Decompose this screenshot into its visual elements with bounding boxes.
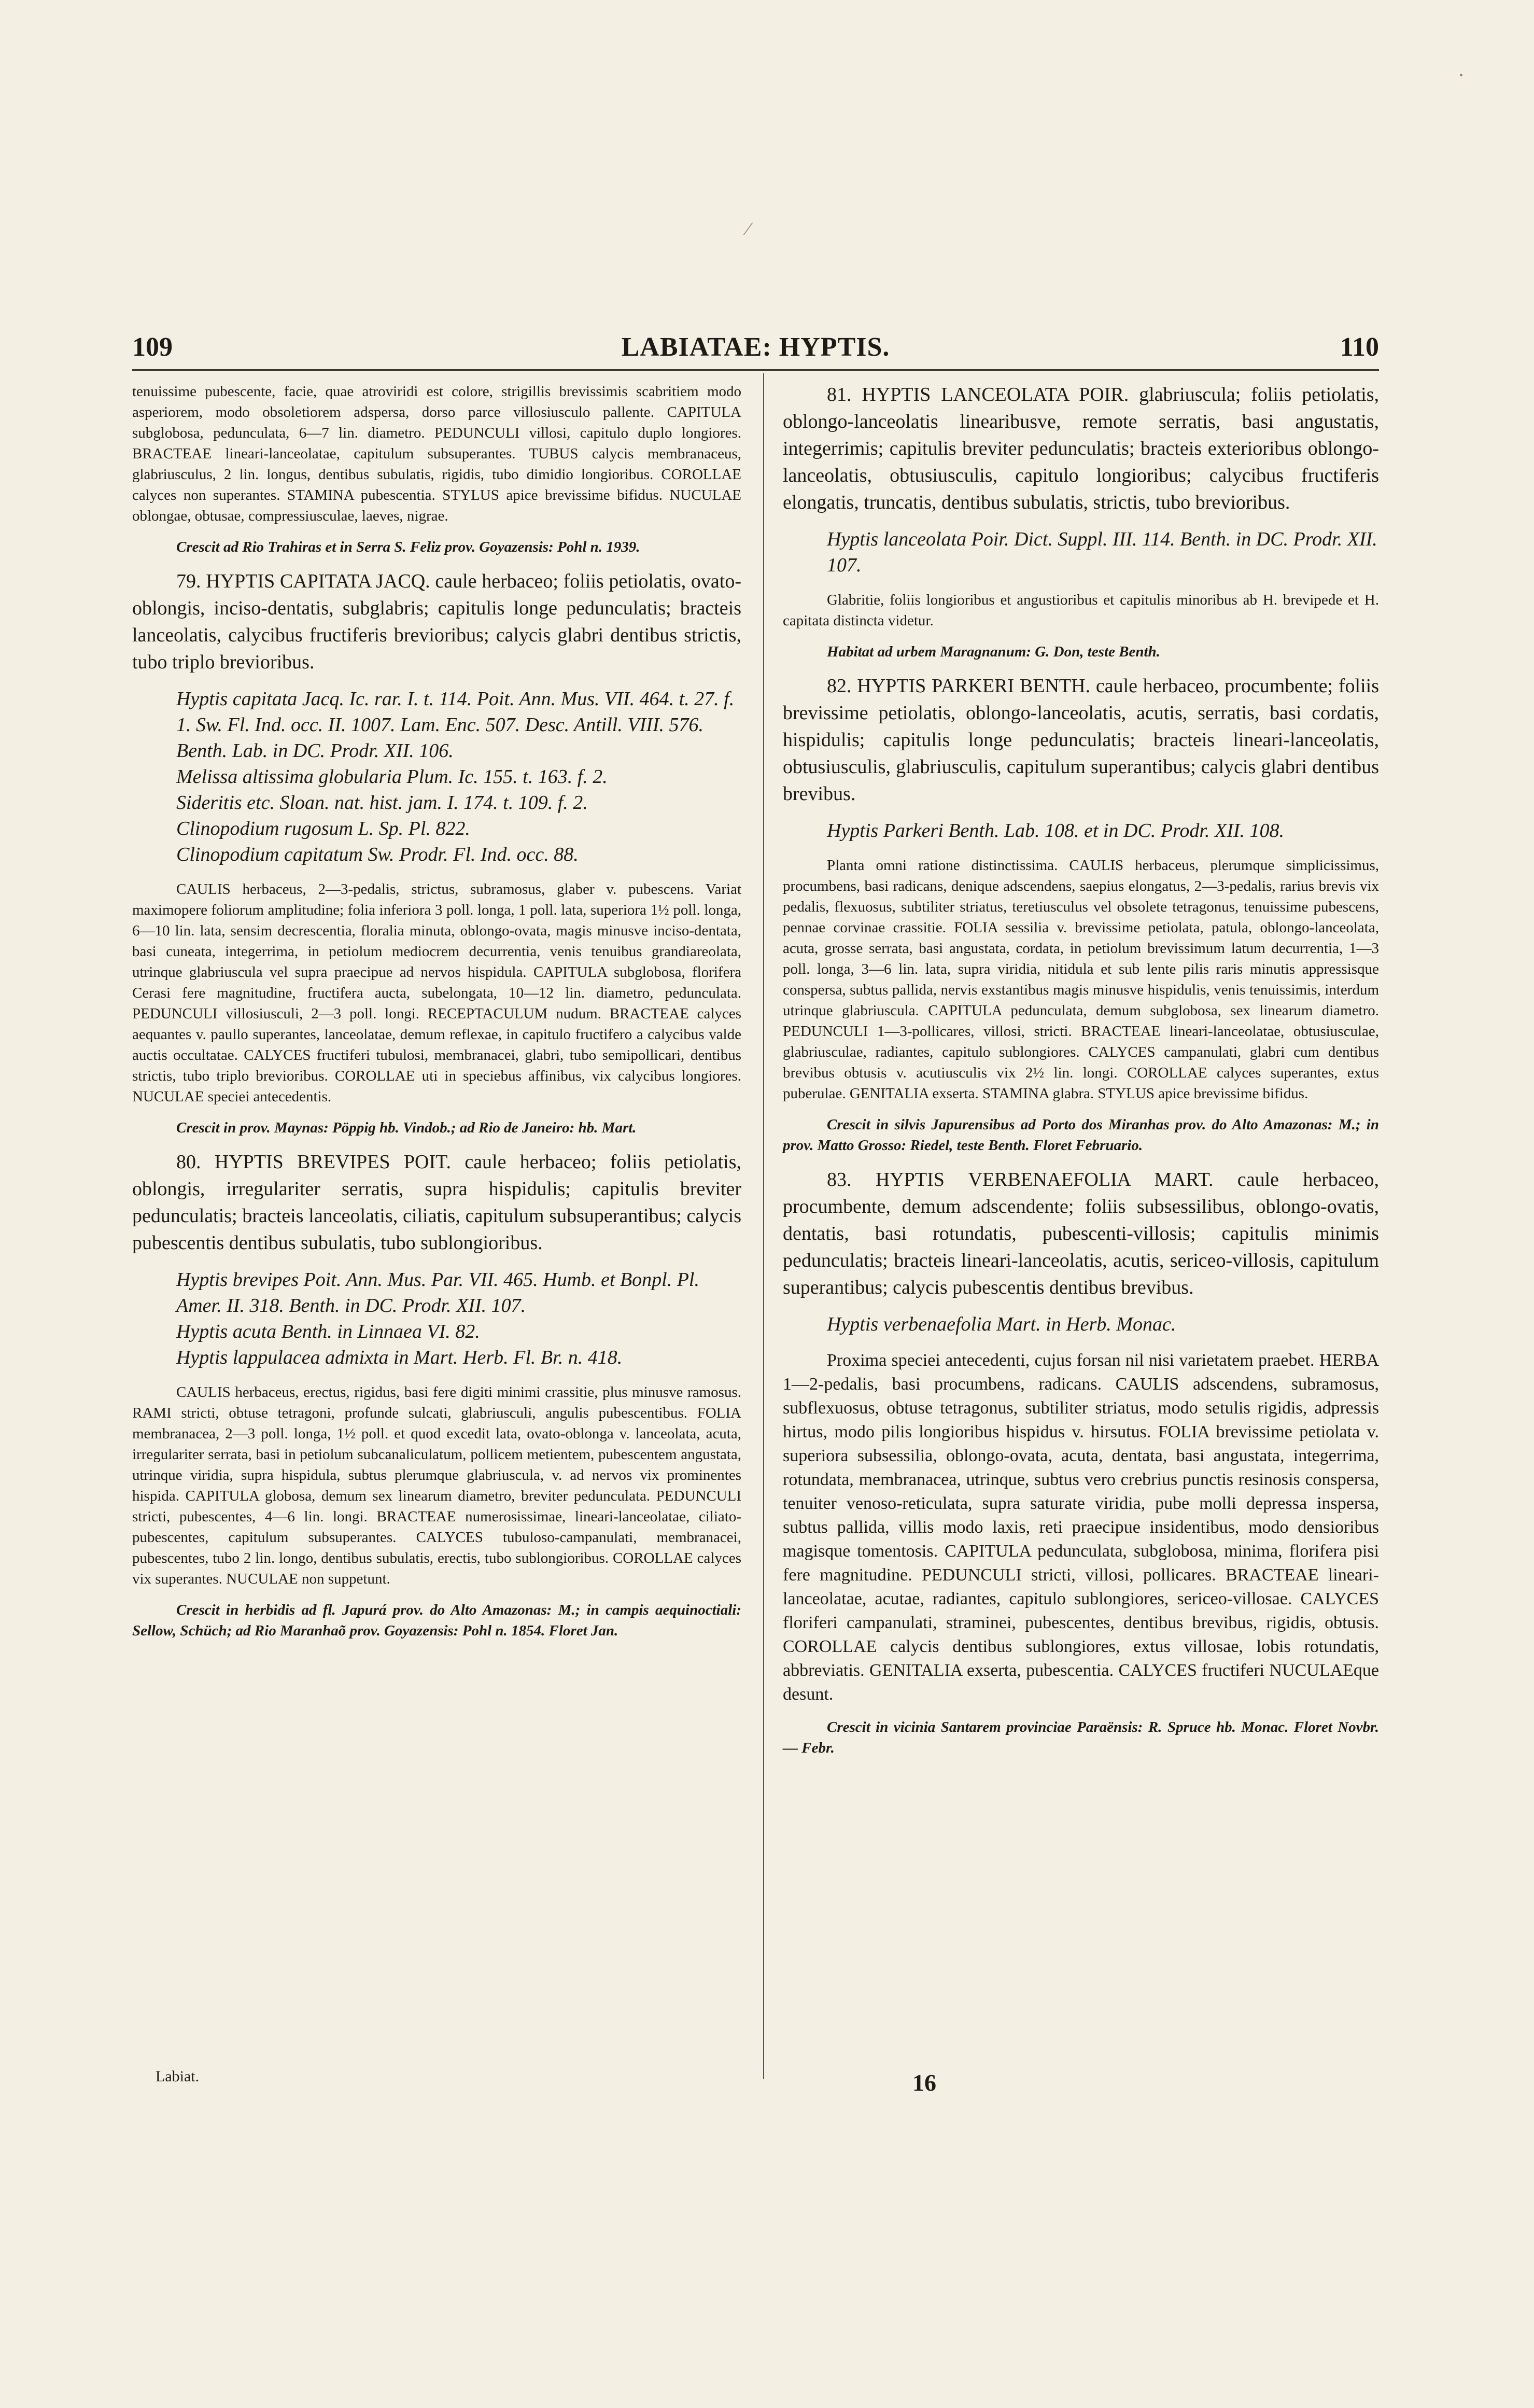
synonym: Hyptis brevipes Poit. Ann. Mus. Par. VII. 465. Humb. et Bonpl. Pl. Amer. II. 318. Benth. in DC. Prodr. XII. 107. xyxy=(176,1269,699,1317)
synonym: Clinopodium capitatum Sw. Prodr. Fl. Ind. occ. 88. xyxy=(176,844,579,865)
species-81-synonyms xyxy=(783,526,1379,578)
species-79-habitat: Crescit in prov. Maynas: Pöppig hb. Vindob.; ad Rio de Janeiro: hb. Mart. xyxy=(176,1119,637,1136)
species-82-description: Planta omni ratione distinctissima. CAULIS herbaceus, plerumque simplicissimus, procumbens, basi radicans, denique adscendens, saepius elongatus, 2—3-pedalis, rarius brevis vix pedalis, flexuosus, subtiliter striatus, teretiusculus vel obsolete tetragonus, tenuissime pubescens, pennae corvinae crassitie. FOLIA sessilia v. brevissime petiolata, patula, oblongo-lanceolata, acuta, grosse serrata, basi angustata, cordata, in petiolum brevissimum latum decurrentia, 1—3 poll. longa, 3—6 lin. lata, supra viridia, nitidula et sub lente pilis raris minutis appressisque conspersa, subtus pallida, nervis exstantibus magis minusve hispidulis, venis tenuissimis, interdum utrinque glabriuscula. CAPITULA pedunculata, demum subglobosa, sex linearum diametro. PEDUNCULI 1—3-pollicares, villosi, stricti. BRACTEAE lineari-lanceolatae, obtusiusculae, glabriusculae, radiantes, capitulo sublongiores. CALYCES campanulati, glabri cum dentibus brevibus obtusis v. acutiusculis vix 2½ lin. longi. COROLLAE calyces superantes, extus puberulae. GENITALIA exserta. STAMINA glabra. STYLUS apice brevissime bifidus. xyxy=(783,857,1379,1102)
synonym: Melissa altissima globularia Plum. Ic. 155. t. 163. f. 2. xyxy=(176,766,608,788)
page-number-right: 110 xyxy=(1340,332,1379,362)
synonym: Sideritis etc. Sloan. nat. hist. jam. I. 174. t. 109. f. 2. xyxy=(176,792,588,814)
species-79-synonyms xyxy=(132,686,741,867)
signature-mark: Labiat. xyxy=(156,2068,200,2085)
species-83-habitat: Crescit in vicinia Santarem provinciae Paraënsis: R. Spruce hb. Monac. Floret Novbr. — Febr. xyxy=(783,1719,1379,1756)
species-82-diagnosis: 82. HYPTIS PARKERI BENTH. caule herbaceo, procumbente; foliis brevissime petiolatis, oblongo-lanceolatis, acutis, serratis, basi cordatis, hispidulis; capitulis longe pedunculatis; bracteis lineari-lanceolatis, obtusiusculis, glabriusculis, capitulum superantibus; calycis glabri dentibus brevibus. xyxy=(783,675,1379,805)
species-83-description: Proxima speciei antecedenti, cujus forsan nil nisi varietatem praebet. HERBA 1—2-pedalis, basi procumbens, radicans. CAULIS adscendens, subramosus, subflexuosus, obtuse tetragonus, subtiliter striatus, modo setulis rigidis, adpressis hirtus, modo pilis longioribus hispidus v. hirsutus. FOLIA brevissime petiolata v. superiora subsessilia, oblongo-ovata, acuta, dentata, basi angustata, integerrima, rotundata, membranacea, utrinque, subtus vero crebrius punctis resinosis conspersa, tenuiter venoso-reticulata, supra saturate viridia, pube molli depressa inspersa, subtus pallida, villis modo laxis, reti praecipue insidentibus, modo densioribus magisque tomentosis. CAPITULA pedunculata, subglobosa, minima, florifera pisi fere magnitudine. PEDUNCULI stricti, villosi, pollicares. BRACTEAE lineari-lanceolatae, acutae, radiantes, capitulo sublongiores, sericeo-villosae. CALYCES floriferi campanulati, straminei, pubescentes, dentibus brevibus, rigidis, obtusis. COROLLAE calycis dentibus sublongiores, extus villosae, lobis rotundatis, abbreviatis. GENITALIA exserta, pubescentia. CALYCES fructiferi NUCULAEque desunt. xyxy=(783,1351,1379,1704)
margin-mark: ⁄ xyxy=(747,218,750,239)
species-79-diagnosis: 79. HYPTIS CAPITATA JACQ. caule herbaceo; foliis petiolatis, ovato-oblongis, inciso-dentatis, subglabris; capitulis longe pedunculatis; bracteis lanceolatis, calycibus fructiferis brevioribus; calycis glabri dentibus strictis, tubo triplo brevioribus. xyxy=(132,570,741,673)
synonym: Hyptis Parkeri Benth. Lab. 108. et in DC. Prodr. XII. 108. xyxy=(827,820,1285,842)
species-83-diagnosis: 83. HYPTIS VERBENAEFOLIA MART. caule herbaceo, procumbente, demum adscendente; foliis subsessilibus, oblongo-ovatis, dentatis, basi rotundatis, pubescenti-villosis; capitulis minimis pedunculatis; bracteis lineari-lanceolatis, acutis, sericeo-villosis, capitulum superantibus; calycis pubescentis dentibus brevibus. xyxy=(783,1169,1379,1298)
synonym: Hyptis capitata Jacq. Ic. rar. I. t. 114. Poit. Ann. Mus. VII. 464. t. 27. f. 1. Sw. Fl. Ind. occ. II. 1007. Lam. Enc. 507. Desc. Antill. VIII. 576. Benth. Lab. in DC. Prodr. XII. 106. xyxy=(176,688,735,762)
right-column xyxy=(783,381,1379,1769)
continuation-description: tenuissime pubescente, facie, quae atroviridi est colore, strigillis brevissimis scabritiem modo asperiorem, modo obsoletiorem adspersa, dorso parce villosiusculo pallente. CAPITULA subglobosa, pedunculata, 6—7 lin. diametro. PEDUNCULI villosi, capitulo duplo longiores. BRACTEAE lineari-lanceolatae, capitulum subsuperantes. TUBUS calycis membranaceus, glabriusculus, 2 lin. longus, dentibus subulatis, rigidis, tubo dimidio longioribus. COROLLAE calyces non superantes. STAMINA pubescentia. STYLUS apice brevissime bifidus. NUCULAE oblongae, obtusae, compressiusculae, laeves, nigrae. xyxy=(132,383,741,524)
continuation-habitat: Crescit ad Rio Trahiras et in Serra S. Feliz prov. Goyazensis: Pohl n. 1939. xyxy=(176,539,640,555)
species-80-description: CAULIS herbaceus, erectus, rigidus, basi fere digiti minimi crassitie, plus minusve ramosus. RAMI stricti, obtuse tetragoni, profunde sulcati, glabriusculi, angulis pubescentibus. FOLIA membranacea, 2—3 poll. longa, 1½ poll. et quod excedit lata, ovato-oblonga v. lanceolata, acuta, irregulariter serrata, basi in petiolum subcanaliculatum, pollicem metientem, pubescentem angustata, utrinque viridia, supra hispidula, subtus plerumque glabriuscula, v. ad nervos vix prominentes hispida. CAPITULA globosa, demum sex linearum diametro, breviter pedunculata. PEDUNCULI stricti, pubescentes, 4—6 lin. longi. BRACTEAE numerosissimae, lineari-lanceolatae, ciliato-pubescentes, capitulum subsuperantes. CALYCES tubuloso-campanulati, membranacei, pubescentes, tubo 2 lin. longo, dentibus subulatis, erectis, tubo sublongioribus. COROLLAE calyces vix superantes. NUCULAE non suppetunt. xyxy=(132,1384,741,1587)
signature-number: 16 xyxy=(912,2069,936,2096)
species-81-description: Glabritie, foliis longioribus et angustioribus et capitulis minoribus ab H. brevipede et H. capitata distincta videtur. xyxy=(783,592,1379,629)
species-80-synonyms xyxy=(132,1267,741,1370)
column-divider xyxy=(763,373,764,2079)
synonym: Hyptis acuta Benth. in Linnaea VI. 82. xyxy=(176,1321,480,1342)
synonym: Clinopodium rugosum L. Sp. Pl. 822. xyxy=(176,818,470,839)
species-81-habitat: Habitat ad urbem Maragnanum: G. Don, teste Benth. xyxy=(827,643,1160,660)
synonym: Hyptis verbenaefolia Mart. in Herb. Monac. xyxy=(827,1313,1176,1335)
species-79-description: CAULIS herbaceus, 2—3-pedalis, strictus, subramosus, glaber v. pubescens. Variat maximopere foliorum amplitudine; folia inferiora 3 poll. longa, 1 poll. lata, superiora 1½ poll. longa, 6—10 lin. lata, sensim decrescentia, floralia minuta, oblongo-ovata, magis minusve inciso-dentata, basi cuneata, integerrima, in petiolum mediocrem decurrentia, venis tenuibus grandiareolata, utrinque glabriuscula vel supra praecipue ad nervos hispidula. CAPITULA subglobosa, florifera Cerasi fere magnitudine, fructifera aucta, subelongata, 10—12 lin. diametro, pedunculata. PEDUNCULI villosiusculi, 2—3 poll. longi. RECEPTACULUM nudum. BRACTEAE calyces aequantes v. paullo superantes, lanceolatae, demum reflexae, in capitulo fructifero a calycibus valde auctis occultatae. CALYCES fructiferi tubulosi, membranacei, glabri, tubo semipollicari, dentibus strictis, tubo triplo brevioribus. COROLLAE uti in speciebus affinibus, vix calycibus longiores. NUCULAE speciei antecedentis. xyxy=(132,881,741,1105)
page-number-left: 109 xyxy=(132,332,173,362)
synonym: Hyptis lanceolata Poir. Dict. Suppl. III. 114. Benth. in DC. Prodr. XII. 107. xyxy=(827,528,1377,576)
species-82-synonyms xyxy=(783,818,1379,844)
header-rule xyxy=(132,369,1379,371)
margin-dot: • xyxy=(1459,70,1463,81)
synonym: Hyptis lappulacea admixta in Mart. Herb. Fl. Br. n. 418. xyxy=(176,1347,623,1368)
left-column xyxy=(132,381,741,1651)
species-82-habitat: Crescit in silvis Japurensibus ad Porto dos Miranhas prov. do Alto Amazonas: M.; in prov. Matto Grosso: Riedel, teste Benth. Floret Februario. xyxy=(783,1116,1379,1154)
species-80-habitat: Crescit in herbidis ad fl. Japurá prov. do Alto Amazonas: M.; in campis aequinoctiali: Sellow, Schüch; ad Rio Maranhaõ prov. Goyazensis: Pohl n. 1854. Floret Jan. xyxy=(132,1602,741,1639)
species-81-diagnosis: 81. HYPTIS LANCEOLATA POIR. glabriuscula; foliis petiolatis, oblongo-lanceolatis linearibusve, remote serratis, basi angustatis, integerrimis; capitulis breviter pedunculatis; bracteis exterioribus oblongo-lanceolatis, obtusiusculis, capitulo longioribus; calycibus fructiferis elongatis, truncatis, dentibus subulatis, strictis, tubo brevioribus. xyxy=(783,384,1379,513)
running-title: LABIATAE: HYPTIS. xyxy=(621,332,890,362)
species-80-diagnosis: 80. HYPTIS BREVIPES POIT. caule herbaceo; foliis petiolatis, oblongis, irregulariter serratis, supra hispidulis; capitulis breviter pedunculatis; bracteis lanceolatis, ciliatis, capitulum subsuperantibus; calycis pubescentis dentibus subulatis, tubo sublongioribus. xyxy=(132,1151,741,1254)
species-83-synonyms xyxy=(783,1311,1379,1337)
page-header xyxy=(132,332,1379,379)
